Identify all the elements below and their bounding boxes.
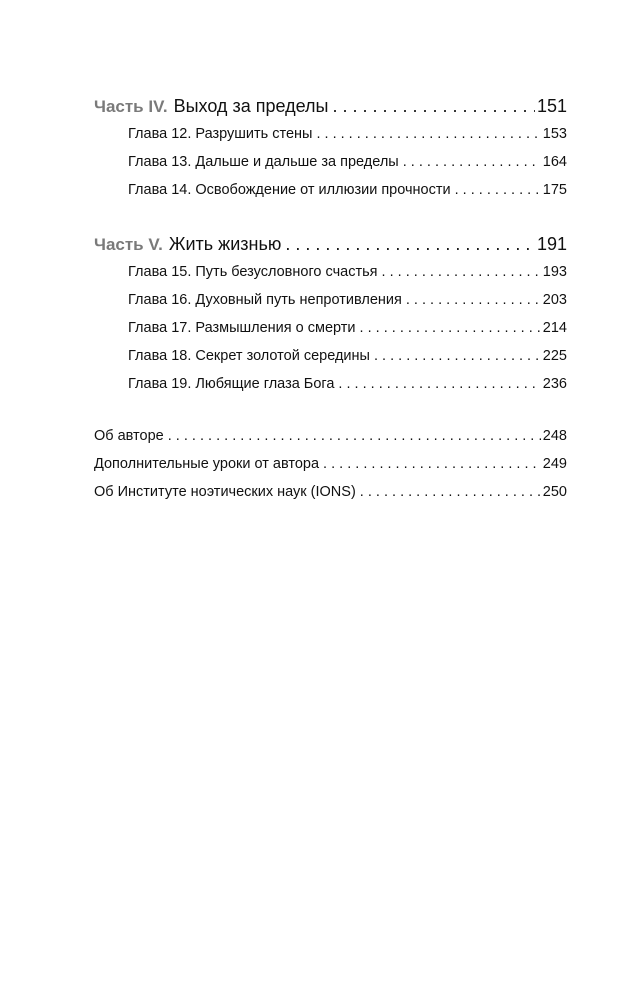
toc-chapter-row <box>94 376 567 404</box>
page-number: 225 <box>542 348 567 364</box>
dot-leader <box>168 428 541 444</box>
dot-leader <box>285 234 535 255</box>
dot-leader <box>323 456 541 472</box>
toc-chapter-row <box>94 154 567 182</box>
toc-extra-row <box>94 428 567 456</box>
extra-title: Об авторе <box>94 428 164 444</box>
part-heading <box>94 96 332 117</box>
dot-leader <box>360 320 541 336</box>
page-number: 175 <box>542 182 567 198</box>
part-label: Часть V. <box>94 235 163 254</box>
section-spacer <box>94 210 567 234</box>
dot-leader <box>332 96 535 117</box>
chapter-title: Глава 18. Секрет золотой середины <box>128 348 370 364</box>
toc-extra-row <box>94 484 567 512</box>
toc-chapter-row <box>94 126 567 154</box>
table-of-contents <box>94 96 567 512</box>
page-number: 193 <box>542 264 567 280</box>
dot-leader <box>338 376 540 392</box>
toc-extra-row <box>94 456 567 484</box>
part-title: Жить жизнью <box>168 234 282 254</box>
page-number: 250 <box>542 484 567 500</box>
toc-part-row <box>94 234 567 264</box>
toc-chapter-row <box>94 182 567 210</box>
extra-title: Об Институте ноэтических наук (IONS) <box>94 484 356 500</box>
toc-part-row <box>94 96 567 126</box>
dot-leader <box>382 264 541 280</box>
dot-leader <box>316 126 540 142</box>
toc-chapter-row <box>94 292 567 320</box>
toc-chapter-row <box>94 264 567 292</box>
chapter-title: Глава 13. Дальше и дальше за пределы <box>128 154 399 170</box>
chapter-title: Глава 19. Любящие глаза Бога <box>128 376 335 392</box>
dot-leader <box>360 484 541 500</box>
section-spacer <box>94 404 567 428</box>
part-title: Выход за пределы <box>173 96 329 116</box>
page-number: 153 <box>542 126 567 142</box>
page-number: 236 <box>542 376 567 392</box>
toc-chapter-row <box>94 320 567 348</box>
page-number: 151 <box>536 96 567 116</box>
chapter-title: Глава 16. Духовный путь непротивления <box>128 292 402 308</box>
part-heading <box>94 234 285 255</box>
toc-chapter-row <box>94 348 567 376</box>
chapter-title: Глава 15. Путь безусловного счастья <box>128 264 378 280</box>
chapter-title: Глава 14. Освобождение от иллюзии прочности <box>128 182 451 198</box>
page-number: 214 <box>542 320 567 336</box>
part-label: Часть IV. <box>94 97 168 116</box>
page-number: 191 <box>536 234 567 254</box>
page-number: 203 <box>542 292 567 308</box>
dot-leader <box>406 292 541 308</box>
dot-leader <box>455 182 541 198</box>
dot-leader <box>374 348 541 364</box>
extra-title: Дополнительные уроки от автора <box>94 456 320 472</box>
page-number: 164 <box>542 154 567 170</box>
dot-leader <box>403 154 541 170</box>
chapter-title: Глава 17. Размышления о смерти <box>128 320 356 336</box>
page-number: 248 <box>542 428 567 444</box>
page-number: 249 <box>542 456 567 472</box>
chapter-title: Глава 12. Разрушить стены <box>128 126 313 142</box>
